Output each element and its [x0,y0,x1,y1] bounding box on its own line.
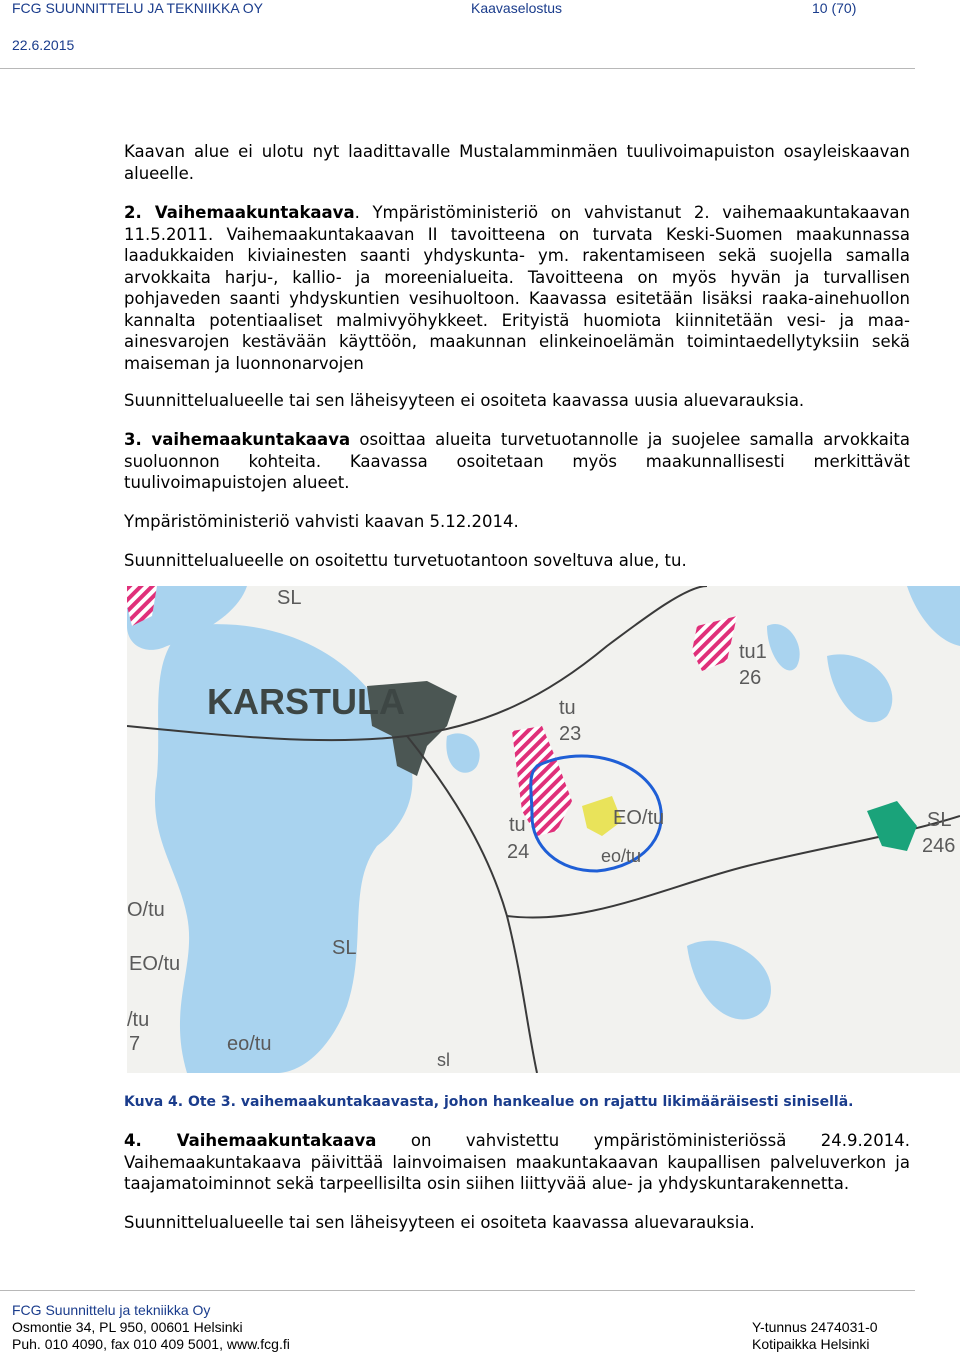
paragraph-6: Suunnittelualueelle on osoitettu turvetuotantoon soveltuva alue, tu. [124,551,687,570]
paragraph-7-text: on vahvistettu ympäristöministeriössä 24.9.2014. Vaihemaakuntakaava päivittää lainvoimaisen maakuntakaavan kaupallisen palveluverkon ja taajamatoiminnot sekä tarpeellisilta osin siihen liittyvää alue- ja yhdyskuntarakennetta. [124,1131,911,1193]
header-rule [0,68,915,69]
header-date: 22.6.2015 [12,37,75,53]
label-tu1: tu1 [739,641,767,663]
paragraph-8: Suunnittelualueelle tai sen läheisyyteen ei osoiteta kaavassa aluevarauksia. [124,1213,755,1232]
paragraph-7 [124,1130,910,1195]
label-sl-top: SL [277,587,302,609]
label-eo-tu: EO/tu [613,807,665,829]
header-doc-type: Kaavaselostus [471,0,563,16]
footer-left [12,1302,290,1353]
footer-contact: Puh. 010 4090, fax 010 409 5001, www.fcg.fi [12,1336,290,1352]
label-tu-c: /tu [127,1009,150,1031]
paragraph-1: Kaavan alue ei ulotu nyt laadittavalle Mustalamminmäen tuulivoimapuiston osayleiskaavan alueelle. [124,142,910,183]
label-7: 7 [129,1033,141,1055]
label-23: 23 [559,723,582,745]
paragraph-5: Ympäristöministeriö vahvisti kaavan 5.12.2014. [124,512,519,531]
paragraph-4 [124,429,910,494]
footer-rule [0,1290,915,1291]
footer-domicile: Kotipaikka Helsinki [752,1336,870,1352]
paragraph-7-heading: 4. Vaihemaakuntakaava [124,1131,377,1150]
label-26: 26 [739,667,762,689]
label-tu-b: tu [509,814,526,836]
figure-caption: Kuva 4. Ote 3. vaihemaakuntakaavasta, johon hankealue on rajattu likimääräisesti sinisellä. [124,1094,854,1110]
label-o-tu: O/tu [127,899,165,921]
label-sl-mid: SL [332,937,357,959]
label-tu-a: tu [559,697,576,719]
paragraph-2-rest: Vaihemaakuntakaavan II tavoitteena on turvata Keski-Suomen maakunnassa laadukkaiden kiviainesten saanti yhdyskunta- ym. rakentamiseen sekä suojella samalla arvokkaita harju-, kallio- ja moreenialueita. Tavoitteena on myös hyvän ja turvallisen pohjaveden saanti yhdyskuntien vesihuoltoon. Kaavassa esitetään lisäksi raaka-ainehuollon kannalta potentiaaliset malmivyöhykkeet. Erityistä huomiota kiinnitetään vesi- ja maa-ainesvarojen kestävään käyttöön, maakunnan elinkeinoelämän toimintaedellytyksiin sekä maiseman ja luonnonarvojen [124,224,910,373]
label-karstula: KARSTULA [207,681,405,722]
paragraph-2-text: . Ympäristöministeriö on vahvistanut 2. vaihemaakuntakaavan 11.5.2011. [124,203,910,244]
paragraph-2 [124,202,910,374]
footer-right [752,1319,878,1353]
label-eo-tu-small: eo/tu [601,846,642,866]
label-sl-small: sl [437,1050,450,1070]
label-eo-tu-bottom: eo/tu [227,1033,272,1055]
label-246: 246 [922,835,956,857]
label-sl-right: SL [927,809,952,831]
paragraph-4-heading: 3. vaihemaakuntakaava [124,430,351,449]
header-company: FCG SUUNNITTELU JA TEKNIIKKA OY [12,0,264,16]
paragraph-4-text: osoittaa alueita turvetuotannolle ja suojelee samalla arvokkaita suoluonnon kohteita. Kaavassa osoitetaan myös maakunnallisesti merkittävät tuulivoimapuistojen alueet. [124,430,911,492]
footer-address: Osmontie 34, PL 950, 00601 Helsinki [12,1319,243,1335]
footer-business-id: Y-tunnus 2474031-0 [752,1319,878,1335]
paragraph-3: Suunnittelualueelle tai sen läheisyyteen ei osoiteta kaavassa uusia aluevarauksia. [124,391,805,410]
paragraph-2-heading: 2. Vaihemaakuntakaava [124,203,355,222]
label-eo-tu-left: EO/tu [129,953,181,975]
footer-company: FCG Suunnittelu ja tekniikka Oy [12,1302,211,1318]
label-24: 24 [507,841,530,863]
map-drawing [127,586,960,1073]
plan-map-excerpt [127,586,960,1073]
header-page: 10 (70) [812,0,857,16]
